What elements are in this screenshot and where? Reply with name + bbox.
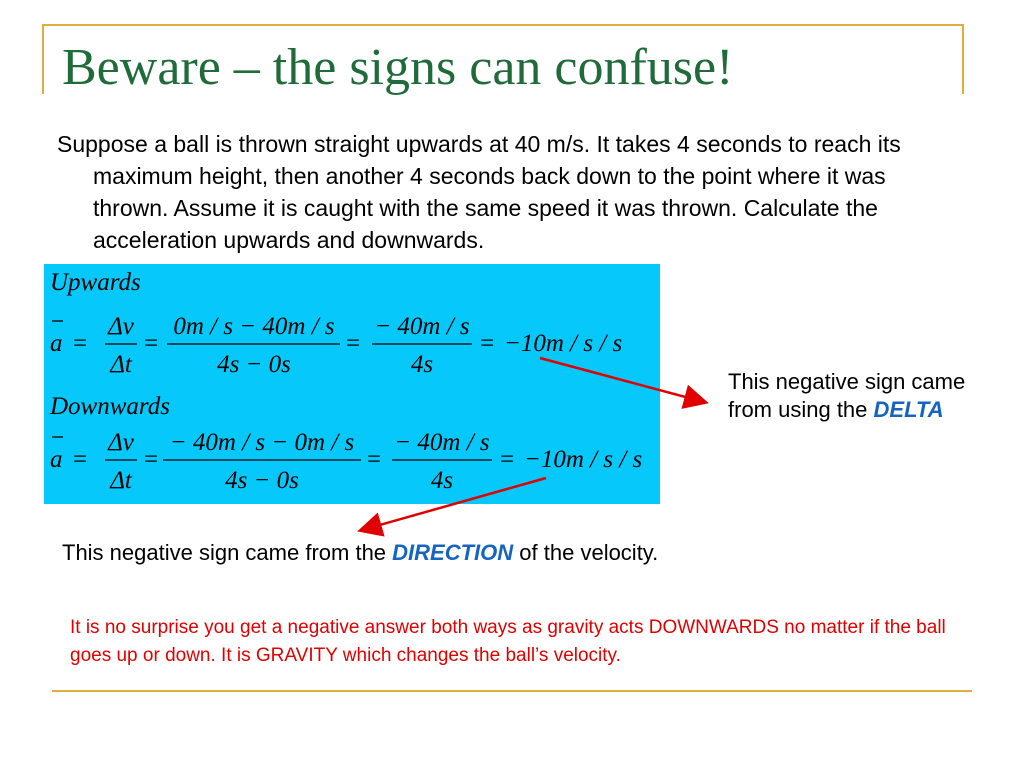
down-denominator-2: 4s [430,467,454,494]
delta-t: Δt [110,351,132,378]
up-denominator: 4s − 0s [217,351,291,378]
delta-v: Δv [108,313,134,340]
equals-sign: = [480,330,495,357]
direction-note-text: This negative sign came from the [62,540,387,565]
down-numerator: − 40m / s − 0m / s [169,429,355,456]
up-denominator-2: 4s [410,351,434,378]
delta-word: DELTA [873,397,944,422]
delta-t: Δt [110,467,132,494]
equals-sign: = [346,330,361,357]
problem-statement: Suppose a ball is thrown straight upwards at 40 m/s. It takes 4 seconds to reach its maximum height, then another 4 seconds back down to the point where it was thrown. Assume it is caught with the same speed it was thrown. Calculate the acceleration upwards and downwards. [57,131,901,253]
equals-sign: = [500,446,515,473]
direction-note-end: of the velocity. [519,540,659,565]
down-result: −10m / s / s [524,446,643,473]
down-numerator-2: − 40m / s [394,429,490,456]
upwards-label: Upwards [50,269,141,296]
direction-arrow [362,478,546,530]
up-numerator-2: − 40m / s [374,313,470,340]
gravity-note: It is no surprise you get a negative answer both ways as gravity acts DOWNWARDS no matter if the ball goes up or down. It is GRAVITY which changes the ball’s velocity. [70,617,946,666]
delta-v: Δv [108,429,134,456]
delta-note-text: This negative sign came from using the [728,369,966,422]
equals-sign: = [73,446,88,473]
direction-word: DIRECTION [392,540,514,565]
equals-sign: = [367,446,382,473]
equals-sign: = [144,330,159,357]
equals-sign: = [144,446,159,473]
direction-note [62,538,702,568]
a-bar-symbol: a [50,330,63,357]
delta-arrow [540,358,704,402]
up-result: −10m / s / s [504,330,623,357]
a-bar-symbol: a [50,446,63,473]
downwards-label: Downwards [50,393,170,420]
down-denominator: 4s − 0s [225,467,299,494]
slide-title: Beware – the signs can confuse! [62,39,734,96]
equals-sign: = [73,330,88,357]
up-numerator: 0m / s − 40m / s [173,313,335,340]
delta-note [728,368,978,424]
